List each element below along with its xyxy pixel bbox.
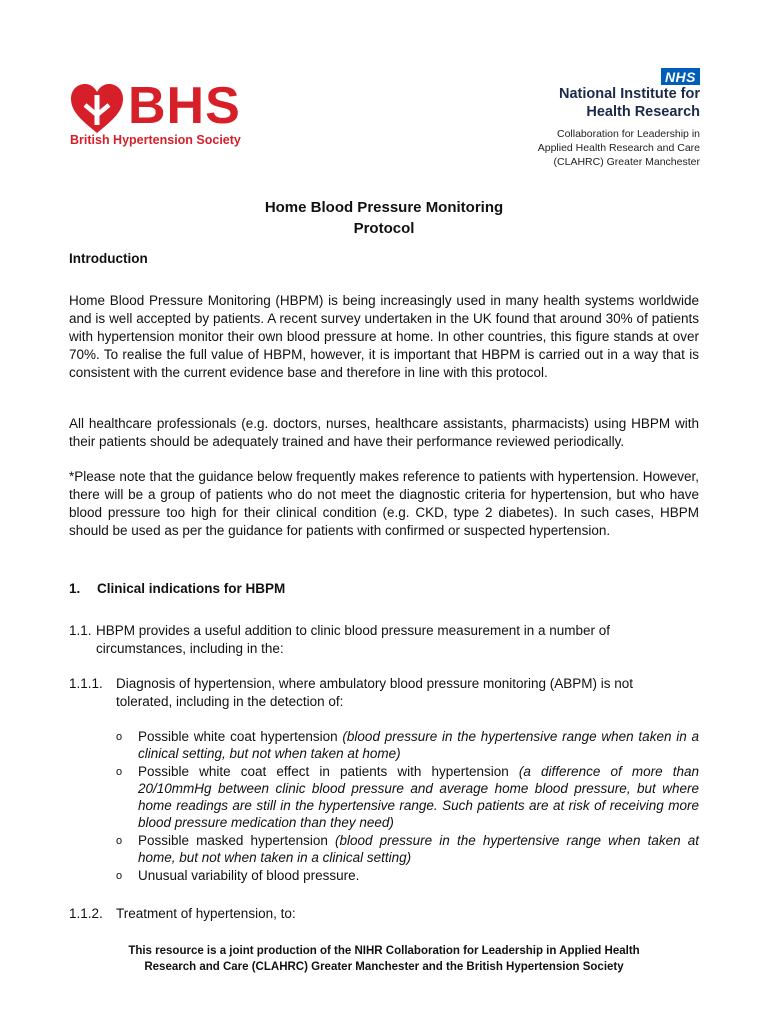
nihr-sub-line3: (CLAHRC) Greater Manchester	[553, 156, 700, 168]
bullet-marker: o	[116, 835, 123, 847]
nihr-sub-line1: Collaboration for Leadership in	[556, 128, 700, 140]
item-1-1-1-label: 1.1.1.	[69, 676, 103, 691]
item-1-1-line1: HBPM provides a useful addition to clinic blood pressure measurement in a number of	[96, 623, 611, 638]
list-item-text: Possible white coat hypertension	[138, 729, 343, 744]
intro-paragraph-3: *Please note that the guidance below frequently makes reference to patients with hypertension. However, there will be a group of patients who do not meet the diagnostic criteria for hypertension, but who have blood pressure too high for their clinical condition (e.g. CKD, type 2 diabetes). In such cases, HBPM should be used as per the guidance for patients with confirmed or suspected hypertension.	[69, 469, 699, 538]
title-line1: Home Blood Pressure Monitoring	[264, 199, 504, 216]
intro-heading: Introduction	[69, 251, 148, 266]
item-1-1-2	[69, 905, 699, 923]
list-item-note: (blood pressure in the hypertensive range when taken in a clinical setting, but not when taken at home)	[138, 729, 699, 761]
title-line2: Protocol	[353, 220, 415, 237]
footer-note	[0, 943, 768, 975]
bullet-marker: o	[116, 870, 123, 882]
footer-line2: Research and Care (CLAHRC) Greater Manchester and the British Hypertension Society	[144, 961, 624, 973]
item-1-1-2-text	[116, 905, 699, 923]
item-1-1-1-line2: tolerated, including in the detection of:	[116, 694, 344, 709]
item-1-1-1	[69, 675, 699, 711]
intro-paragraph-1: Home Blood Pressure Monitoring (HBPM) is being increasingly used in many health systems worldwide and is well accepted by patients. A recent survey undertaken in the UK found that around 30% of patients with hypertension monitor their own blood pressure at home. In other countries, this figure stands at over 70%. To realise the full value of HBPM, however, it is important that HBPM is carried out in a way that is consistent with the current evidence base and therefore in line with this protocol.	[69, 293, 699, 380]
item-1-1-2-line1: Treatment of hypertension, to:	[116, 906, 296, 921]
footer-line1: This resource is a joint production of the NIHR Collaboration for Leadership in Applied Health	[128, 945, 640, 957]
bhs-name: British Hypertension Society	[70, 133, 241, 147]
list-item-text: Unusual variability of blood pressure.	[138, 868, 360, 883]
nihr-logo	[520, 64, 710, 174]
bullet-marker: o	[116, 731, 123, 743]
item-1-1-2-label: 1.1.2.	[69, 906, 103, 921]
list-item-note: (blood pressure in the hypertensive range when taken at home, but not when taken in a clinical setting)	[138, 833, 699, 865]
heart-icon	[68, 81, 126, 135]
list-item	[116, 763, 699, 831]
bhs-logo	[68, 78, 268, 150]
nihr-subtitle	[538, 127, 700, 169]
section-1-heading	[69, 581, 285, 596]
nhs-badge: NHS	[661, 68, 700, 85]
list-item-text: Possible white coat effect in patients with hypertension	[138, 764, 519, 779]
list-item	[116, 867, 699, 884]
nihr-title-line2: Health Research	[586, 104, 700, 120]
section-1-number: 1.	[69, 581, 81, 596]
list-item	[116, 728, 699, 762]
list-item	[116, 832, 699, 866]
item-1-1-line2: circumstances, including in the:	[96, 641, 284, 656]
nihr-sub-line2: Applied Health Research and Care	[537, 142, 700, 154]
bhs-wordmark: BHS	[128, 77, 241, 135]
detection-list	[116, 728, 699, 885]
bullet-marker: o	[116, 766, 123, 778]
list-item-note: (a difference of more than 20/10mmHg between clinic blood pressure and average home blood pressure, but where home readings are still in the hypertensive range. Such patients are at risk of receiving more blood pressure medication than they need)	[138, 764, 699, 830]
section-1-title: Clinical indications for HBPM	[97, 581, 286, 596]
item-1-1-label: 1.1.	[69, 623, 92, 638]
item-1-1-1-text	[116, 675, 699, 711]
nihr-title	[559, 85, 700, 121]
intro-paragraph-2: All healthcare professionals (e.g. doctors, nurses, healthcare assistants, pharmacists) using HBPM with their patients should be adequately trained and have their performance reviewed periodically.	[69, 416, 699, 449]
item-1-1	[69, 622, 699, 658]
list-item-text: Possible masked hypertension	[138, 833, 335, 848]
document-title	[0, 197, 768, 239]
nihr-title-line1: National Institute for	[559, 86, 700, 102]
item-1-1-text	[96, 622, 699, 658]
item-1-1-1-line1: Diagnosis of hypertension, where ambulatory blood pressure monitoring (ABPM) is not	[116, 676, 634, 691]
